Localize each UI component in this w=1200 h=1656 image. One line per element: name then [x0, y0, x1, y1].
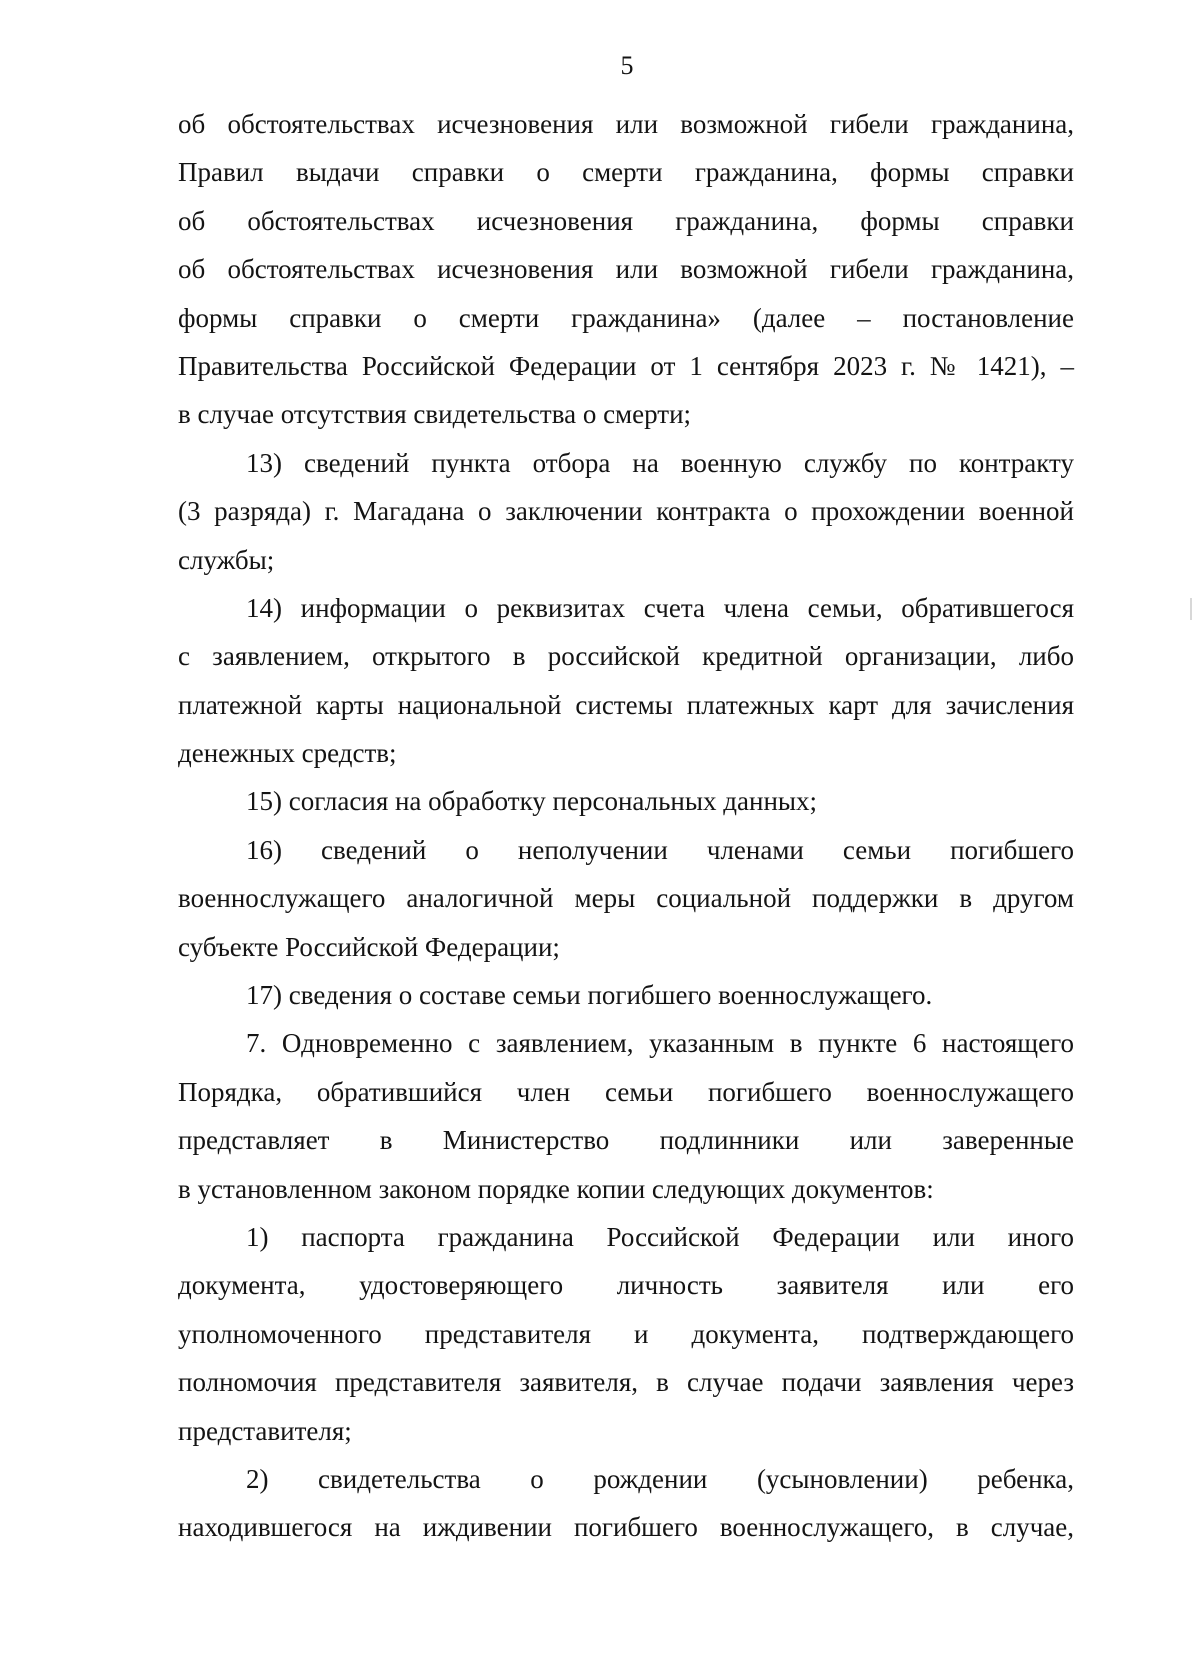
text-line: военнослужащего аналогичной меры социальной поддержки в другом [178, 883, 1074, 914]
text-line: 17) сведения о составе семьи погибшего военнослужащего. [246, 980, 933, 1011]
text-line: с заявлением, открытого в российской кредитной организации, либо [178, 641, 1074, 672]
text-line: 14) информации о реквизитах счета члена семьи, обратившегося [246, 592, 1074, 623]
text-line: документа, удостоверяющего личность заявителя или его [178, 1270, 1074, 1301]
text-line: в случае отсутствия свидетельства о смерти; [178, 399, 692, 430]
text-line: уполномоченного представителя и документа, подтверждающего [178, 1318, 1074, 1349]
text-line: полномочия представителя заявителя, в случае подачи заявления через [178, 1367, 1074, 1398]
text-line: Правительства Российской Федерации от 1 сентября 2023 г. № 1421), – [178, 350, 1074, 381]
text-line: 13) сведений пункта отбора на военную службу по контракту [246, 447, 1074, 478]
text-line: 2) свидетельства о рождении (усыновлении) ребенка, [246, 1463, 1074, 1494]
text-line: Правил выдачи справки о смерти гражданина, формы справки [178, 157, 1074, 188]
text-line: об обстоятельствах исчезновения гражданина, формы справки [178, 205, 1074, 236]
text-line: об обстоятельствах исчезновения или возможной гибели гражданина, [178, 109, 1074, 139]
text-line: (3 разряда) г. Магадана о заключении контракта о прохождении военной [178, 496, 1074, 527]
text-line: об обстоятельствах исчезновения или возможной гибели гражданина, [178, 254, 1074, 285]
document-body [178, 100, 1074, 1552]
text-line: субъекте Российской Федерации; [178, 931, 560, 962]
text-line: 1) паспорта гражданина Российской Федерации или иного [246, 1221, 1074, 1252]
text-line: в установленном законом порядке копии следующих документов: [178, 1173, 934, 1204]
text-line: 7. Одновременно с заявлением, указанным в пункте 6 настоящего [246, 1028, 1074, 1059]
page-number: 5 [620, 51, 634, 80]
scan-margin-mark [1190, 598, 1192, 620]
text-line: находившегося на иждивении погибшего военнослужащего, в случае, [178, 1512, 1074, 1543]
text-line: платежной карты национальной системы платежных карт для зачисления [178, 689, 1074, 720]
text-line: 16) сведений о неполучении членами семьи погибшего [246, 834, 1074, 865]
text-line: службы; [178, 544, 275, 575]
text-line: представителя; [178, 1415, 352, 1446]
text-line: денежных средств; [178, 738, 397, 769]
text-line: Порядка, обратившийся член семьи погибшего военнослужащего [178, 1076, 1074, 1107]
text-line: 15) согласия на обработку персональных данных; [246, 786, 818, 817]
text-line: формы справки о смерти гражданина» (далее – постановление [178, 302, 1074, 333]
text-line: представляет в Министерство подлинники или заверенные [178, 1125, 1074, 1156]
